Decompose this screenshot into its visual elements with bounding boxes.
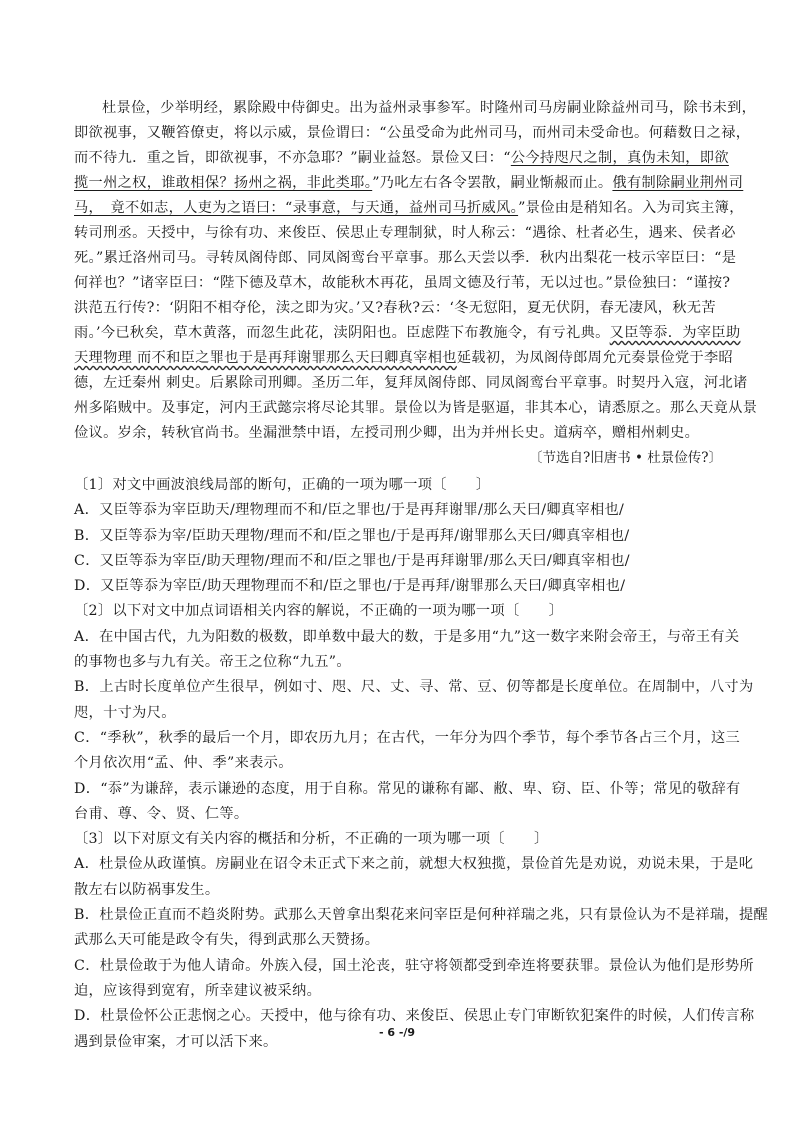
question-stem: 〔1〕对文中画波浪线局部的断句，正确的一项为哪一项〔 〕 xyxy=(74,477,491,493)
option-a xyxy=(74,852,754,903)
passage-text: 而不待九．重之旨，即欲视事，不亦急耶？”嗣业益怒。景俭又曰：“ xyxy=(74,150,511,166)
option-b xyxy=(74,675,754,726)
passage-line: 死。”累迁洛州司马。寻转凤阁侍郎、同凤阁鸾台平章事。那么天尝以季．秋内出梨花一枝示宰臣曰：“是 xyxy=(74,250,737,266)
option-b xyxy=(74,903,769,954)
passage-text: 雨。’今已秋矣，草木黄落，而忽生此花，渎阴阳也。臣虑陛下布教施令，有亏礼典。 xyxy=(74,325,610,341)
option-line: 咫，十寸为尺。 xyxy=(74,704,176,721)
passage-source: 〔节选自?旧唐书 • 杜景俭传?〕 xyxy=(528,450,722,466)
option-c xyxy=(74,954,754,1005)
option-line: 遇到景俭审案，才可以活下来。 xyxy=(74,1033,278,1050)
option-line: A．在中国古代，九为阳数的极数，即单数中最大的数，于是多用“九”这一数字来附会帝王，与帝王有关 xyxy=(74,628,740,645)
wavy-underlined-text: 天理物理 而不和臣之罪也于是再拜谢罪那么天曰卿真宰相也 xyxy=(74,350,457,366)
passage-line xyxy=(74,196,744,221)
passage-line: 何祥也？”诸宰臣曰：“陛下德及草木，故能秋木再花，虽周文德及行苇，无以过也。”景俭独曰：“谨按? xyxy=(74,275,731,291)
passage-line xyxy=(74,321,741,346)
option-a: A．又臣等忝为宰臣助天/理物理而不和/臣之罪也/于是再拜谢罪/那么天曰/卿真宰相也/ xyxy=(74,502,625,519)
option-line: B．杜景俭正直而不趋炎附势。武那么天曾拿出梨花来问宰臣是何种祥瑞之兆，只有景俭认为不是祥瑞，提醒 xyxy=(74,907,769,924)
question-1 xyxy=(74,473,722,599)
option-line: D．杜景俭怀公正悲悯之心。天授中，他与徐有功、来俊臣、侯思止专门审断钦犯案件的时候，人们传言称 xyxy=(74,1008,755,1025)
passage-line: 杜景俭，少举明经，累除殿中侍御史。出为益州录事参军。时隆州司马房嗣业除益州司马，除书未到， xyxy=(102,100,757,116)
passage-line: 州多陷贼中。及事定，河内王武懿宗将尽论其罪。景俭以为皆是驱逼，非其本心，请悉原之。那么天竟从景 xyxy=(74,400,758,416)
option-line: B．上古时长度单位产生很早，例如寸、咫、尺、丈、寻、常、豆、仞等都是长度单位。在周制中，八寸为 xyxy=(74,679,754,696)
option-line: D．“忝”为谦辞，表示谦逊的态度，用于自称。常见的谦称有鄙、敝、卑、窃、臣、仆等；常见的敬辞有 xyxy=(74,780,741,797)
wavy-underlined-text: 又臣等忝．为宰臣助 xyxy=(609,325,741,341)
option-line: 武那么天可能是政令有失，得到武那么天赞扬。 xyxy=(74,932,380,949)
option-line: C．杜景俭敢于为他人请命。外族入侵，国土沦丧，驻守将领都受到牵连将要获罪。景俭认为他们是形势所 xyxy=(74,957,754,974)
option-line: A．杜景俭从政谨慎。房嗣业在诏令未正式下来之前，就想大权独揽，景俭首先是劝说，劝说未果，于是叱 xyxy=(74,856,754,873)
passage-text: 延载初，为凤阁侍郎周允元奏景俭党于李昭 xyxy=(456,350,734,366)
passage-text: ”景俭由是稍知名。入为司宾主簿， xyxy=(518,200,744,216)
page-number: - 6 -/9 xyxy=(378,1026,416,1039)
passage-line: 洪范五行传?：‘阴阳不相夺伦，渎之即为灾。’又?春秋?云：‘冬无愆阳，夏无伏阴，春无凄风，秋无苦 xyxy=(74,300,716,316)
classical-passage xyxy=(74,96,758,446)
option-line: C．“季秋”，秋季的最后一个月，即农历九月；在古代，一年分为四个季节，每个季节各占三个月，这三 xyxy=(74,729,741,746)
option-line: 的事物也多与九有关。帝王之位称“九五”。 xyxy=(74,654,351,671)
option-b: B．又臣等忝为宰/臣助天理物/理而不和/臣之罪也/于是再拜/谢罪那么天曰/卿真宰相也/ xyxy=(74,527,630,544)
option-c: C．又臣等忝为宰臣/助天理物/理而不和/臣之罪也/于是再拜谢罪/那么天曰/卿真宰相也/ xyxy=(74,552,630,569)
passage-line xyxy=(74,346,734,371)
passage-line xyxy=(74,171,744,196)
question-stem: 〔2〕以下对文中加点词语相关内容的解说，不正确的一项为哪一项〔 〕 xyxy=(74,603,564,620)
passage-line: 转司刑丞。天授中，与徐有功、来俊臣、侯思止专理制狱，时人称云：“遇徐、杜者必生，遇来、侯者必 xyxy=(74,225,736,241)
question-3 xyxy=(74,827,769,1055)
question-stem: 〔3〕以下对原文有关内容的概括和分析，不正确的一项为哪一项〔 〕 xyxy=(74,831,549,848)
underlined-text: 揽一州之权，谁敢相保？扬州之祸，非此类耶。 xyxy=(74,175,373,191)
option-a xyxy=(74,625,740,676)
option-line: 散左右以防祸事发生。 xyxy=(74,881,220,898)
passage-line: 即欲视事，又鞭笞僚吏，将以示威，景俭谓曰：“公虽受命为此州司马，而州司未受命也。何藉数日之禄， xyxy=(74,125,751,141)
passage-line xyxy=(74,146,729,171)
option-d: D．又臣等忝为宰臣/助天理物理而不和/臣之罪也/于是再拜/谢罪那么天曰/卿真宰相也/ xyxy=(74,578,626,595)
question-2 xyxy=(74,599,754,827)
passage-line: 俭议。岁余，转秋官尚书。坐漏泄禁中语，左授司刑少卿，出为并州长史。道病卒，赠相州刺史。 xyxy=(74,425,700,441)
page-content xyxy=(74,96,769,1055)
option-line: 台甫、尊、令、贤、仁等。 xyxy=(74,805,249,822)
passage-line: 德，左迁秦州 刺史。后累除司刑卿。圣历二年，复拜凤阁侍郎、同凤阁鸾台平章事。时契丹入寇，河北诸 xyxy=(74,375,748,391)
underlined-text: 公今持咫尺之制，真伪未知，即欲 xyxy=(510,150,729,166)
underlined-text: 马， 竟不如志，人吏为之语曰：“录事意，与天通，益州司马折威风。 xyxy=(74,200,519,216)
option-c xyxy=(74,726,741,777)
option-d xyxy=(74,777,741,828)
option-line: 迫，应该得到宽宥，所幸建议被采纳。 xyxy=(74,982,322,999)
underlined-text: 俄有制除嗣业荆州司 xyxy=(612,175,744,191)
passage-text: ”乃叱左右各令罢散，嗣业惭赧而止。 xyxy=(372,175,613,191)
option-line: 个月依次用“孟、仲、季”来表示。 xyxy=(74,755,293,772)
